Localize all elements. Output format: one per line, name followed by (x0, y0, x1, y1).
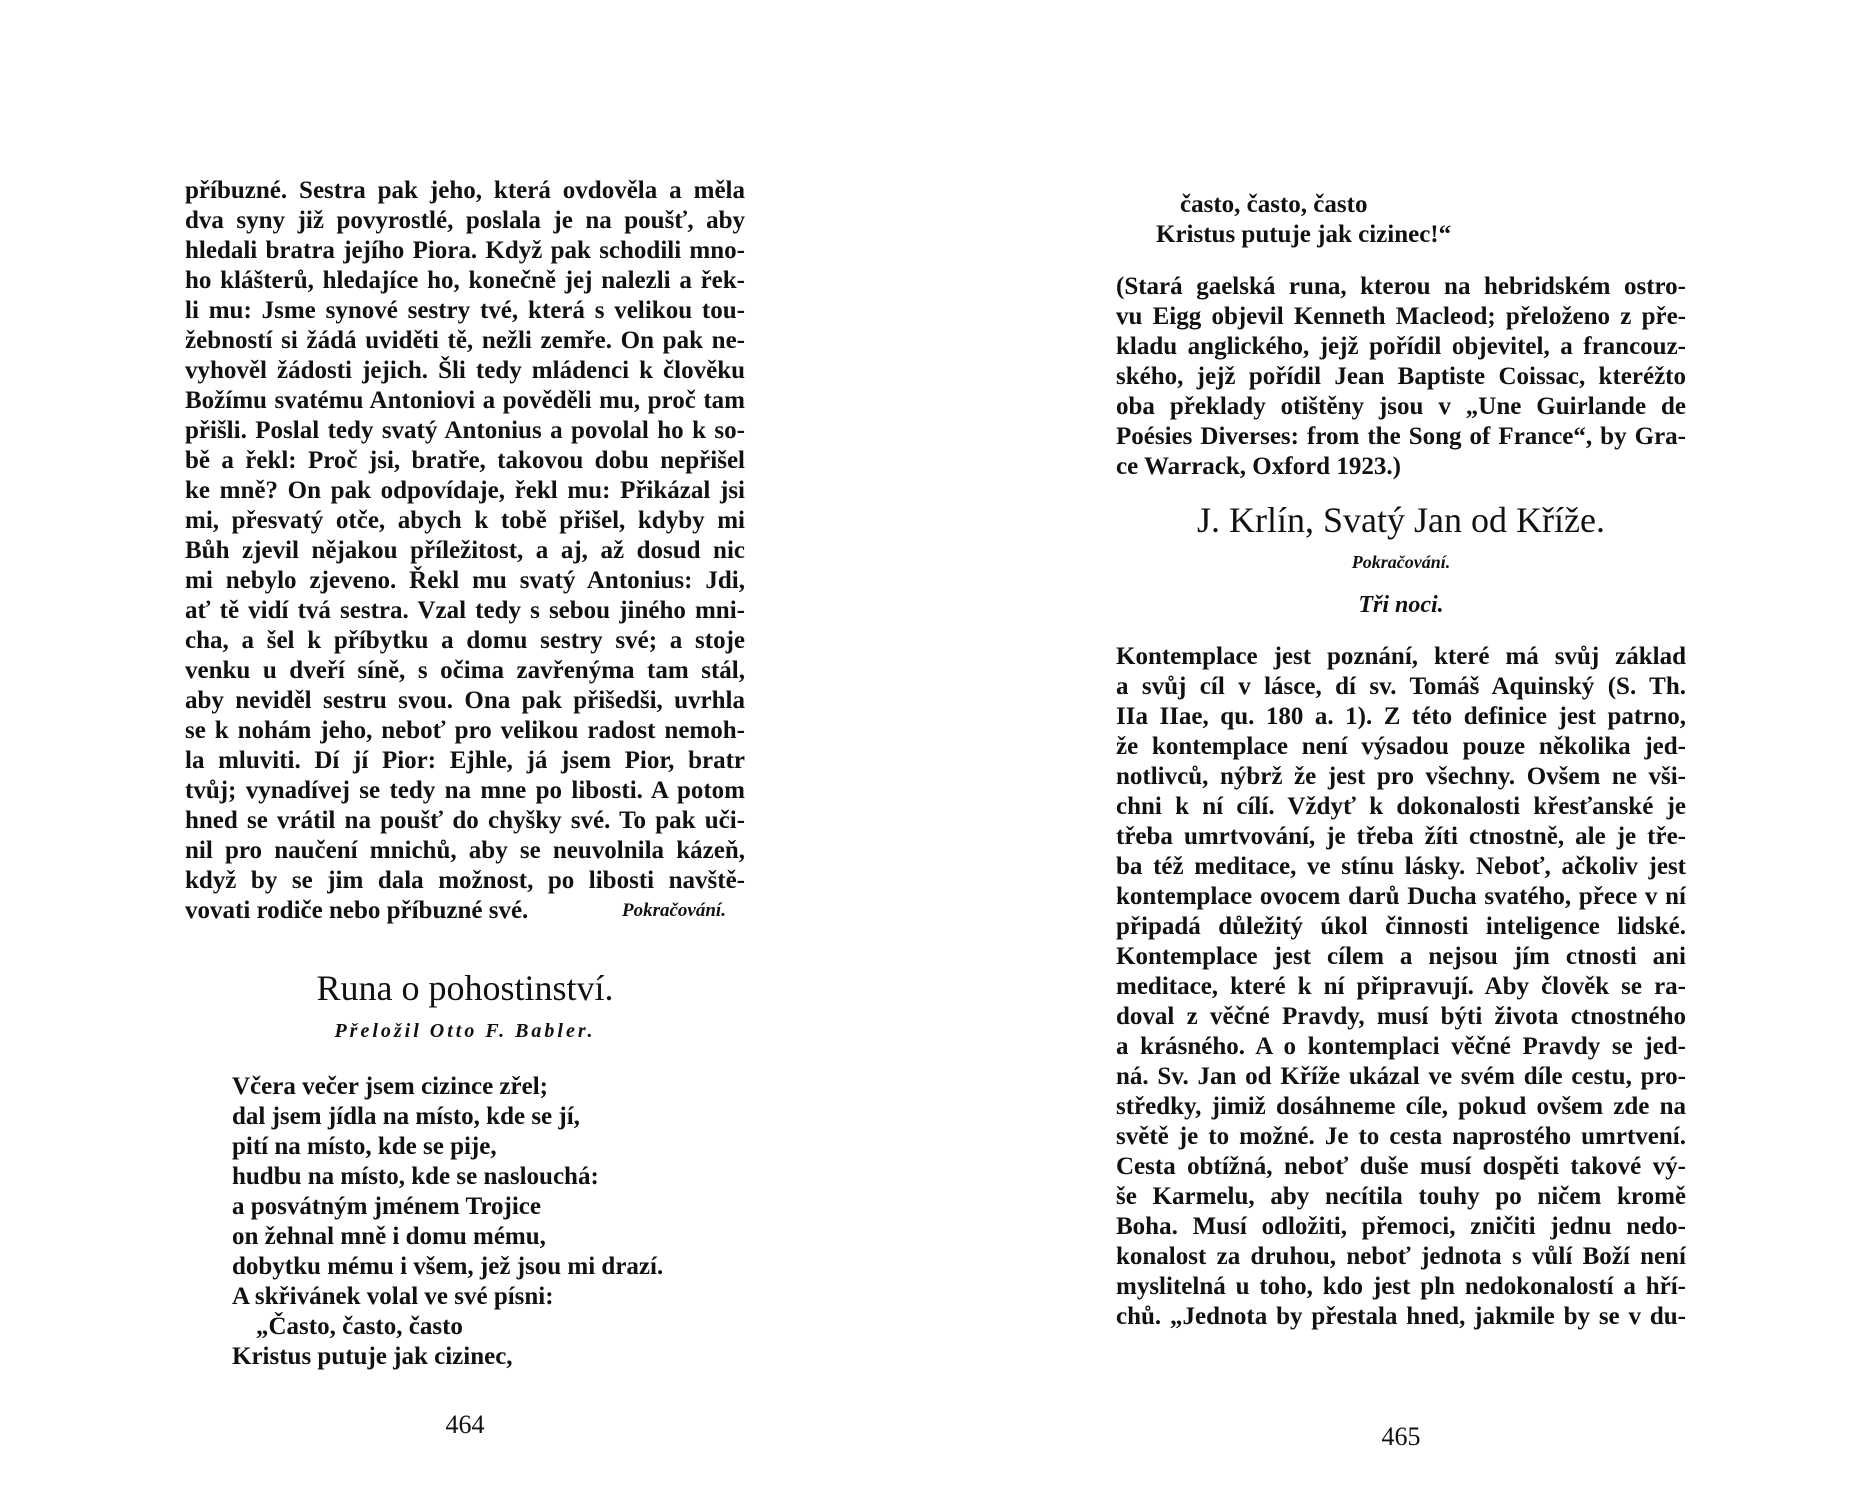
poem-line: dal jsem jídla na místo, kde se jí, (232, 1103, 580, 1130)
prose-line: žebností si žádá uviděti tě, nežli zemře. On pak ne- (185, 327, 745, 354)
prose-line: mi nebylo zjeveno. Řekl mu svatý Antonius: Jdi, (185, 567, 745, 594)
poem-line: Včera večer jsem cizince zřel; (232, 1073, 548, 1100)
poem-line: hudbu na místo, kde se naslouchá: (232, 1163, 599, 1190)
prose-line: ať tě vidí tvá sestra. Vzal tedy s sebou jiného mni- (185, 597, 745, 624)
note-line: ce Warrack, Oxford 1923.) (1116, 453, 1401, 480)
note-line: Poésies Diverses: from the Song of France“, by Gra- (1116, 423, 1686, 450)
prose-line: aby neviděl sestru svou. Ona pak přišedši, uvrhla (185, 687, 745, 714)
prose-line: li mu: Jsme synové sestry tvé, která s velikou tou- (185, 297, 745, 324)
prose-line: vovati rodiče nebo příbuzné své. (185, 897, 529, 924)
prose-line: hledali bratra jejího Piora. Když pak schodili mno- (185, 237, 745, 264)
prose-line: bě a řekl: Proč jsi, bratře, takovou dobu nepřišel (185, 447, 745, 474)
prose-line: Bůh zjevil nějakou příležitost, a aj, až dosud nic (185, 537, 745, 564)
prose-line: Kontemplace jest cílem a nejsou jím ctnosti ani (1116, 943, 1686, 970)
poem-line: a posvátným jménem Trojice (232, 1193, 541, 1220)
prose-line: notlivců, nýbrž že jest pro všechny. Ovšem ne vši- (1116, 763, 1686, 790)
prose-line: cha, a šel k příbytku a domu sestry své; a stoje (185, 627, 745, 654)
continued-label: Pokračování. (622, 900, 726, 921)
prose-line: příbuzné. Sestra pak jeho, která ovdověla a měla (185, 177, 745, 204)
prose-line: chni k ní cílí. Vždyť k dokonalosti křesťanské je (1116, 793, 1686, 820)
prose-line: tvůj; vynadívej se tedy na mne po libosti. A potom (185, 777, 745, 804)
prose-line: IIa IIae, qu. 180 a. 1). Z této definice jest patrno, (1116, 703, 1686, 730)
prose-line: dva syny již povyrostlé, poslala je na poušť, aby (185, 207, 745, 234)
right-page (930, 0, 1860, 1500)
page-number: 464 (445, 1410, 485, 1439)
poem-line: on žehnal mně i domu mému, (232, 1223, 546, 1250)
prose-line: mi, přesvatý otče, abych k tobě přišel, kdyby mi (185, 507, 745, 534)
prose-line: světě je to možné. Je to cesta naprostého umrtvení. (1116, 1123, 1686, 1150)
note-line: (Stará gaelská runa, kterou na hebridském ostro- (1116, 273, 1686, 300)
note-line: oba překlady otištěny jsou v „Une Guirlande de (1116, 393, 1686, 420)
prose-line: že kontemplace není výsadou pouze několika jed- (1116, 733, 1686, 760)
poem-line: A skřivánek volal ve své písni: (232, 1283, 554, 1310)
prose-line: hned se vrátil na poušť do chyšky své. To pak uči- (185, 807, 745, 834)
poem-line: pití na místo, kde se pije, (232, 1133, 497, 1160)
article-title: J. Krlín, Svatý Jan od Kříže. (1197, 500, 1605, 540)
prose-line: nil pro naučení mnichů, aby se neuvolnila kázeň, (185, 837, 745, 864)
translator-line: Přeložil Otto F. Babler. (334, 1020, 596, 1042)
prose-line: přišli. Poslal tedy svatý Antonius a povolal ho k so- (185, 417, 745, 444)
page-number: 465 (1381, 1422, 1421, 1451)
prose-line: ke mně? On pak odpovídaje, řekl mu: Přikázal jsi (185, 477, 745, 504)
prose-line: Kontemplace jest poznání, které má svůj základ (1116, 643, 1686, 670)
prose-line: se k nohám jeho, neboť pro velikou radost nemoh- (185, 717, 745, 744)
prose-line: chů. „Jednota by přestala hned, jakmile by se v du- (1116, 1303, 1686, 1330)
prose-line: venku u dveří síně, s očima zavřenýma tam stál, (185, 657, 745, 684)
prose-line: ba též meditace, ve stínu lásky. Neboť, ačkoliv jest (1116, 853, 1686, 880)
note-line: ského, jejž pořídil Jean Baptiste Coissac, kteréžto (1116, 363, 1686, 390)
prose-line: kontemplace ovocem darů Ducha svatého, přece v ní (1116, 883, 1686, 910)
poem-title: Runa o pohostinství. (316, 968, 614, 1008)
prose-line: ho klášterů, hledajíce ho, konečně jej nalezli a řek- (185, 267, 745, 294)
poem-line: Kristus putuje jak cizinec, (232, 1343, 513, 1370)
note-line: vu Eigg objevil Kenneth Macleod; přeloženo z pře- (1116, 303, 1686, 330)
prose-line: še Karmelu, aby necítila touhy po ničem kromě (1116, 1183, 1686, 1210)
prose-line: meditace, které k ní připravují. Aby člověk se ra- (1116, 973, 1686, 1000)
section-heading: Tři noci. (1358, 592, 1444, 618)
poem-line: Kristus putuje jak cizinec!“ (1156, 221, 1452, 248)
poem-line: dobytku mému i všem, jež jsou mi drazí. (232, 1253, 664, 1280)
prose-line: Cesta obtížná, neboť duše musí dospěti takové vý- (1116, 1153, 1686, 1180)
prose-line: když by se jim dala možnost, po libosti navště- (185, 867, 745, 894)
prose-line: a krásného. A o kontemplaci věčné Pravdy se jed- (1116, 1033, 1686, 1060)
prose-line: středky, jimiž dosáhneme cíle, pokud ovšem zde na (1116, 1093, 1686, 1120)
prose-line: ná. Sv. Jan od Kříže ukázal ve svém díle cestu, pro- (1116, 1063, 1686, 1090)
prose-line: la mluviti. Dí jí Pior: Ejhle, já jsem Pior, bratr (185, 747, 745, 774)
prose-line: připadá důležitý úkol činnosti inteligence lidské. (1116, 913, 1686, 940)
prose-line: konalost za druhou, neboť jednota s vůlí Boží není (1116, 1243, 1686, 1270)
prose-line: Boha. Musí odložiti, přemoci, zničiti jednu nedo- (1116, 1213, 1686, 1240)
poem-line: „Často, často, často (256, 1313, 463, 1340)
poem-line: často, často, často (1180, 191, 1368, 218)
prose-line: myslitelná u toho, kdo jest pln nedokonalostí a hří- (1116, 1273, 1686, 1300)
prose-line: Božímu svatému Antoniovi a pověděli mu, proč tam (185, 387, 745, 414)
prose-line: třeba umrtvování, je třeba žíti ctnostně, ale je tře- (1116, 823, 1686, 850)
prose-line: doval z věčné Pravdy, musí býti života ctnostného (1116, 1003, 1686, 1030)
continued-label: Pokračování. (1351, 552, 1451, 572)
prose-line: a svůj cíl v lásce, dí sv. Tomáš Aquinský (S. Th. (1116, 673, 1686, 700)
prose-line: vyhověl žádosti jejich. Šli tedy mládenci k člověku (185, 357, 745, 384)
note-line: kladu anglického, jejž pořídil objevitel, a francouz- (1116, 333, 1686, 360)
